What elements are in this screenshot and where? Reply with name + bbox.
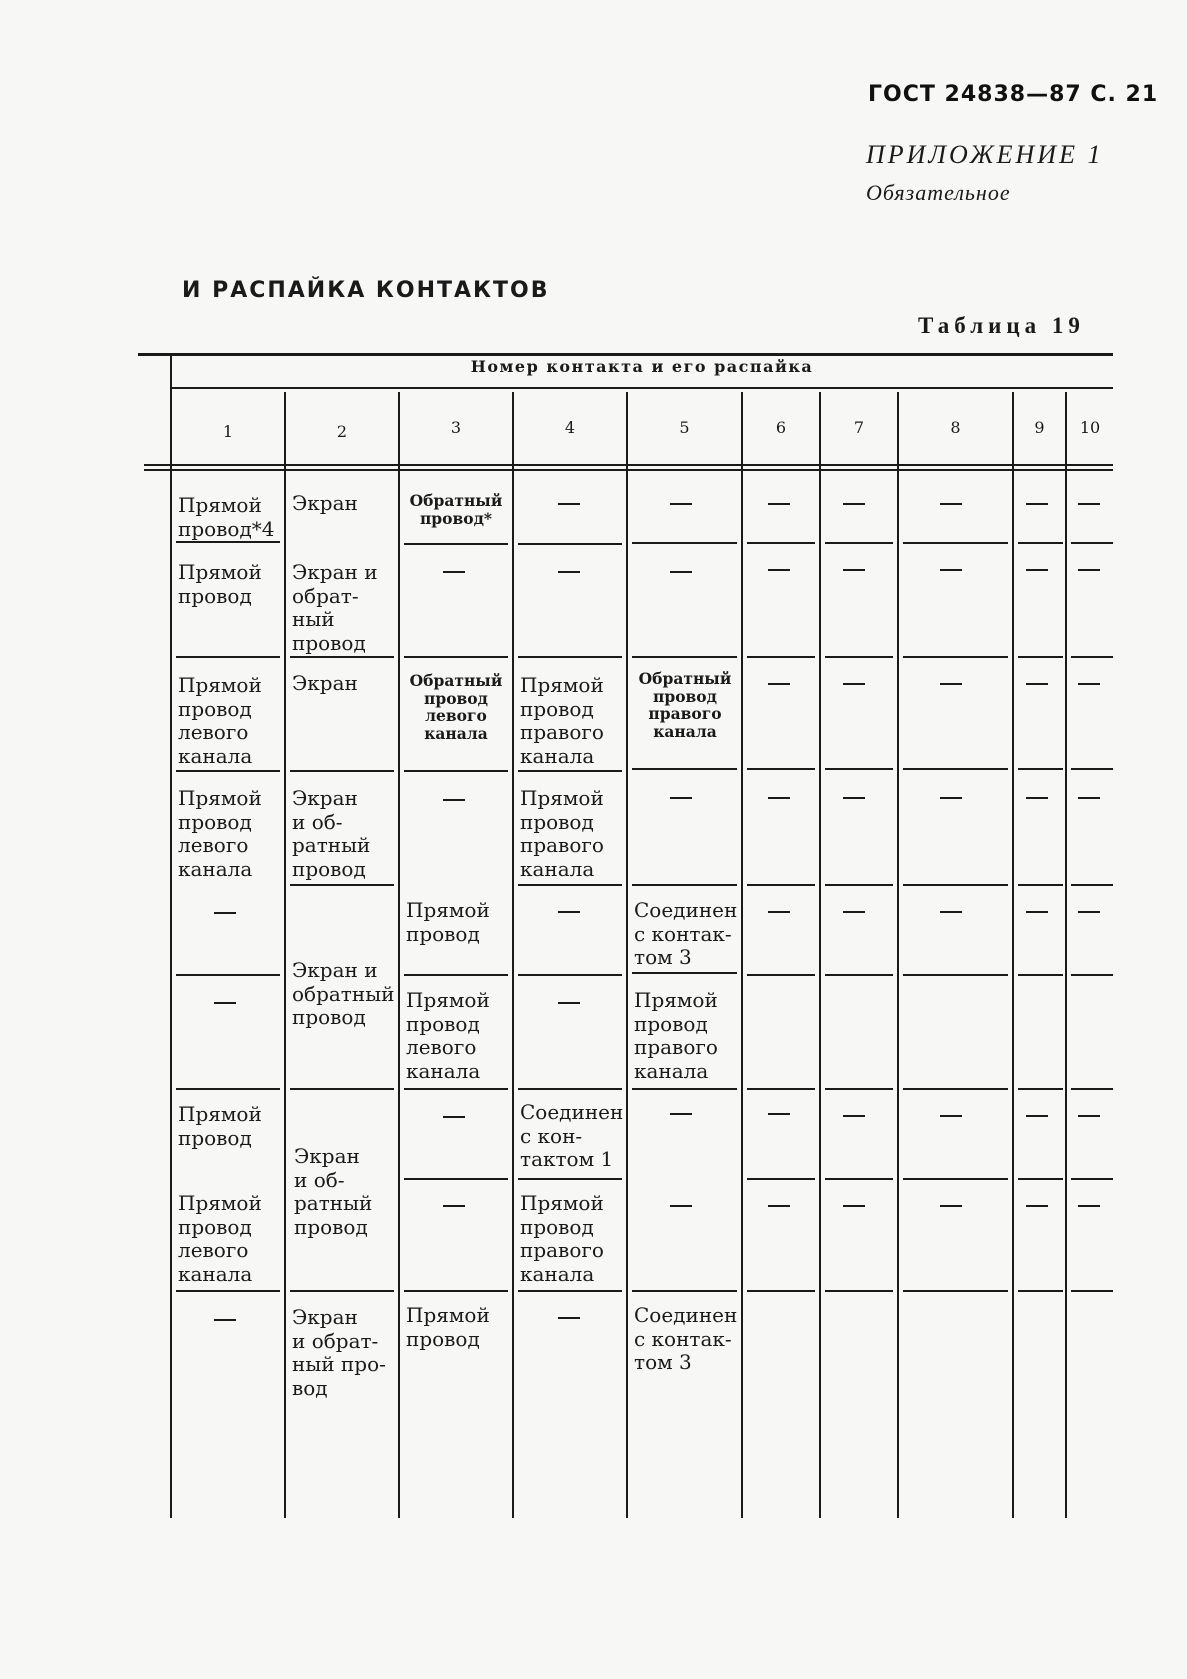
empty-dash [443, 799, 465, 801]
col-line-5 [741, 392, 743, 1518]
empty-dash [1078, 503, 1100, 505]
column-number-1: 1 [222, 422, 234, 441]
col-line-2 [398, 392, 400, 1518]
row-sep [747, 768, 815, 770]
row-sep [1071, 768, 1113, 770]
row-sep [1071, 542, 1113, 544]
column-number-10: 10 [1079, 418, 1101, 437]
col-line-8 [1012, 392, 1014, 1518]
row-sep [176, 1290, 280, 1292]
empty-dash [843, 1115, 865, 1117]
table-cell-r6-c5: Прямой провод правого канала [634, 988, 718, 1083]
row-sep [290, 1088, 394, 1090]
row-sep [176, 656, 280, 658]
row-sep [404, 543, 508, 545]
row-sep [404, 974, 508, 976]
row-sep [747, 656, 815, 658]
empty-dash [558, 1002, 580, 1004]
table-cell-r4-c2: Экран и об- ратный провод [292, 786, 371, 881]
row-sep [1018, 1290, 1063, 1292]
column-number-8: 8 [950, 418, 961, 437]
empty-dash [1026, 1115, 1048, 1117]
row-sep [903, 974, 1008, 976]
empty-dash [443, 571, 465, 573]
empty-dash [1078, 911, 1100, 913]
column-group-header: Номер контакта и его распайка [470, 357, 814, 376]
col-line-3 [512, 392, 514, 1518]
header-bottom-rule-2 [144, 469, 1113, 471]
empty-dash [1078, 797, 1100, 799]
empty-dash [940, 683, 962, 685]
row-sep [825, 542, 893, 544]
empty-dash [214, 912, 236, 914]
empty-dash [1026, 1205, 1048, 1207]
column-number-9: 9 [1034, 418, 1045, 437]
row-sep [903, 656, 1008, 658]
empty-dash [768, 911, 790, 913]
empty-dash [443, 1116, 465, 1118]
empty-dash [1026, 683, 1048, 685]
empty-dash [768, 569, 790, 571]
col-line-6 [819, 392, 821, 1518]
row-sep [825, 768, 893, 770]
empty-dash [768, 1113, 790, 1115]
row-sep [1071, 656, 1113, 658]
empty-dash [558, 571, 580, 573]
row-sep [518, 974, 622, 976]
table-cell-r1-c1: Прямой провод*4 [178, 493, 275, 541]
empty-dash [940, 1205, 962, 1207]
empty-dash [843, 503, 865, 505]
row-sep [825, 1290, 893, 1292]
table-cell-r3-c2: Экран [292, 671, 358, 695]
table-cell-r7-c1: Прямой провод [178, 1102, 262, 1150]
col-line-1 [284, 392, 286, 1518]
table-cell-r3-c1: Прямой провод левого канала [178, 673, 262, 768]
empty-dash [1026, 569, 1048, 571]
row-sep [404, 1178, 508, 1180]
col-line-9 [1065, 392, 1067, 1518]
table-cell-r8-c4: Прямой провод правого канала [520, 1191, 604, 1286]
col-line-7 [897, 392, 899, 1518]
row-sep [518, 770, 622, 772]
column-number-3: 3 [450, 418, 462, 437]
column-number-7: 7 [853, 418, 865, 437]
row-sep [632, 768, 737, 770]
row-sep [632, 542, 737, 544]
row-sep [747, 884, 815, 886]
empty-dash [1026, 797, 1048, 799]
column-number-5: 5 [679, 418, 690, 437]
table-cell-r9-c5: Соединен с контак- том 3 [634, 1303, 738, 1374]
table-cell-r5-6-c2: Экран и обратный провод [292, 958, 395, 1029]
empty-dash [558, 503, 580, 505]
empty-dash [1078, 1115, 1100, 1117]
row-sep [290, 1290, 394, 1292]
empty-dash [843, 911, 865, 913]
row-sep [632, 1088, 737, 1090]
row-sep [825, 974, 893, 976]
empty-dash [768, 503, 790, 505]
empty-dash [843, 569, 865, 571]
empty-dash [1078, 1205, 1100, 1207]
section-title: И РАСПАЙКА КОНТАКТОВ [182, 278, 550, 303]
empty-dash [940, 797, 962, 799]
empty-dash [443, 1205, 465, 1207]
row-sep [1071, 884, 1113, 886]
appendix-status: Обязательное [866, 180, 1011, 205]
row-sep [903, 1088, 1008, 1090]
row-sep [1071, 1178, 1113, 1180]
row-sep [903, 542, 1008, 544]
empty-dash [1078, 683, 1100, 685]
table-cell-r2-c1: Прямой провод [178, 560, 262, 608]
row-sep [1018, 656, 1063, 658]
empty-dash [214, 1319, 236, 1321]
column-number-4: 4 [564, 418, 576, 437]
table-cell-r9-c2: Экран и обрат- ный про- вод [292, 1305, 386, 1400]
empty-dash [940, 503, 962, 505]
empty-dash [843, 683, 865, 685]
row-sep [404, 1290, 508, 1292]
empty-dash [214, 1002, 236, 1004]
row-sep [1018, 1088, 1063, 1090]
row-sep [176, 541, 280, 543]
table-cell-r1-c2: Экран [292, 491, 358, 515]
row-sep [747, 974, 815, 976]
table-cell-r3-c3: Обратный провод левого канала [409, 671, 503, 743]
table-cell-r7-8-c2: Экран и об- ратный провод [294, 1144, 373, 1239]
row-sep [290, 884, 394, 886]
row-sep [747, 1088, 815, 1090]
empty-dash [940, 1115, 962, 1117]
row-sep [290, 770, 394, 772]
table-cell-r1-c3: Обратный провод* [409, 491, 503, 528]
row-sep [518, 1290, 622, 1292]
row-sep [176, 770, 280, 772]
col-line-0 [170, 356, 172, 1518]
row-sep [518, 1178, 622, 1180]
row-sep [903, 768, 1008, 770]
column-number-2: 2 [336, 422, 348, 441]
group-header-rule [172, 387, 1113, 389]
row-sep [903, 1178, 1008, 1180]
row-sep [903, 884, 1008, 886]
empty-dash [670, 797, 692, 799]
empty-dash [768, 683, 790, 685]
empty-dash [940, 569, 962, 571]
row-sep [1071, 974, 1113, 976]
table-cell-r8-c1: Прямой провод левого канала [178, 1191, 262, 1286]
table-cell-r6-c3: Прямой провод левого канала [406, 988, 490, 1083]
row-sep [632, 884, 737, 886]
empty-dash [670, 503, 692, 505]
row-sep [747, 542, 815, 544]
col-line-4 [626, 392, 628, 1518]
row-sep [632, 656, 737, 658]
empty-dash [843, 1205, 865, 1207]
row-sep [825, 1088, 893, 1090]
row-sep [404, 770, 508, 772]
table-cell-r4-c1: Прямой провод левого канала [178, 786, 262, 881]
empty-dash [1026, 911, 1048, 913]
row-sep [747, 1178, 815, 1180]
row-sep [1018, 884, 1063, 886]
empty-dash [558, 1317, 580, 1319]
column-number-6: 6 [775, 418, 787, 437]
row-sep [518, 543, 622, 545]
appendix-title: ПРИЛОЖЕНИЕ 1 [866, 140, 1104, 169]
row-sep [1018, 1178, 1063, 1180]
row-sep [747, 1290, 815, 1292]
row-sep [1071, 1290, 1113, 1292]
row-sep [632, 972, 737, 974]
empty-dash [843, 797, 865, 799]
empty-dash [1078, 569, 1100, 571]
empty-dash [558, 911, 580, 913]
empty-dash [670, 1205, 692, 1207]
row-sep [903, 1290, 1008, 1292]
row-sep [518, 1088, 622, 1090]
table-cell-r7-c4: Соединен с кон- тактом 1 [520, 1100, 624, 1171]
table-cell-r3-c5: Обратный провод правого канала [638, 669, 732, 741]
row-sep [518, 884, 622, 886]
row-sep [176, 974, 280, 976]
page-header-reference: ГОСТ 24838—87 С. 21 [868, 82, 1159, 107]
empty-dash [768, 1205, 790, 1207]
empty-dash [768, 797, 790, 799]
empty-dash [670, 1113, 692, 1115]
empty-dash [1026, 503, 1048, 505]
table-top-rule [138, 353, 1113, 356]
empty-dash [940, 911, 962, 913]
row-sep [825, 1178, 893, 1180]
row-sep [404, 656, 508, 658]
row-sep [825, 884, 893, 886]
row-sep [632, 1290, 737, 1292]
table-cell-r2-c2: Экран и обрат- ный провод [292, 560, 378, 655]
row-sep [1018, 542, 1063, 544]
table-cell-r4-c4: Прямой провод правого канала [520, 786, 604, 881]
row-sep [176, 1088, 280, 1090]
empty-dash [670, 571, 692, 573]
table-cell-r5-c5: Соединен с контак- том 3 [634, 898, 738, 969]
row-sep [518, 656, 622, 658]
table-cell-r9-c3: Прямой провод [406, 1303, 490, 1351]
header-bottom-rule [144, 464, 1113, 466]
row-sep [1018, 768, 1063, 770]
table-cell-r3-c4: Прямой провод правого канала [520, 673, 604, 768]
row-sep [825, 656, 893, 658]
row-sep [1071, 1088, 1113, 1090]
row-sep [1018, 974, 1063, 976]
table-cell-r5-c3: Прямой провод [406, 898, 490, 946]
row-sep [404, 1088, 508, 1090]
table-label: Таблица 19 [918, 313, 1085, 338]
row-sep [290, 656, 394, 658]
